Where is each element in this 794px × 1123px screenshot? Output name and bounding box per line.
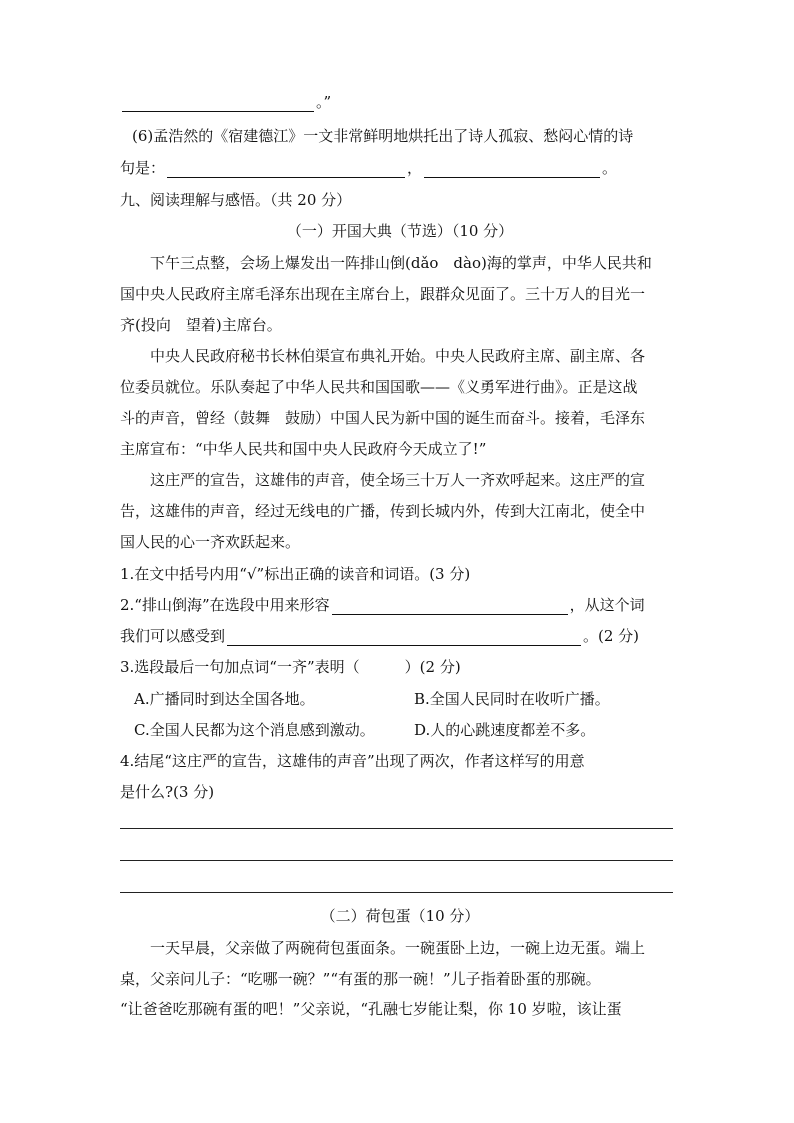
option-c[interactable]: C.全国人民都为这个消息感到激动。	[134, 721, 375, 739]
q6-sep: ，	[407, 159, 423, 177]
answer-blank-1[interactable]	[167, 161, 405, 178]
answer-blank-2[interactable]	[424, 161, 600, 178]
answer-rule-3[interactable]	[120, 892, 673, 893]
passage-1-para-1-line-1: 下午三点整，会场上爆发出一阵排山倒(dǎo dào)海的掌声，中华人民共和	[150, 254, 652, 272]
passage-2-line-1: 一天早晨，父亲做了两碗荷包蛋面条。一碗蛋卧上边，一碗上边无蛋。端上	[150, 939, 646, 957]
question-6-line1: (6)孟浩然的《宿建德江》一文非常鲜明地烘托出了诗人孤寂、愁闷心情的诗	[132, 127, 634, 145]
answer-line-tail	[120, 92, 680, 112]
answer-rule-2[interactable]	[120, 860, 673, 861]
question-4-line1: 4.结尾“这庄严的宣告，这雄伟的声音”出现了两次，作者这样写的用意	[120, 752, 585, 770]
q2-text-a: 2.“排山倒海”在选段中用来形容	[120, 596, 330, 614]
line-tail-text: 。”	[316, 93, 332, 111]
passage-1-para-1-line-2: 国中央人民政府主席毛泽东出现在主席台上，跟群众见面了。三十万人的目光一	[120, 285, 646, 303]
q2-text-c: 我们可以感受到	[120, 627, 226, 645]
passage-1-para-3-line-1: 这庄严的宣告，这雄伟的声音，使全场三十万人一齐欢呼起来。这庄严的宣	[150, 471, 646, 489]
answer-rule-1[interactable]	[120, 828, 673, 829]
question-2-line2	[120, 626, 680, 646]
passage-1-para-1-line-3: 齐(投向 望着)主席台。	[120, 316, 282, 334]
passage-1-para-3-line-3: 国人民的心一齐欢跃起来。	[120, 533, 301, 551]
passage-2-line-2: 桌，父亲问儿子：“吃哪一碗？”“有蛋的那一碗！”儿子指着卧蛋的那碗。	[120, 970, 601, 988]
passage-1-para-3-line-2: 告，这雄伟的声音，经过无线电的广播，传到长城内外，传到大江南北，使全中	[120, 502, 646, 520]
option-b[interactable]: B.全国人民同时在收听广播。	[414, 690, 610, 708]
q2-text-d: 。(2 分)	[583, 627, 640, 645]
question-1: 1.在文中括号内用“√”标出正确的读音和词语。(3 分)	[120, 565, 471, 583]
passage-1-para-2-line-1: 中央人民政府秘书长林伯渠宣布典礼开始。中央人民政府主席、副主席、各	[150, 347, 646, 365]
question-4-line2: 是什么?(3 分)	[120, 783, 215, 801]
answer-blank-q2b[interactable]	[227, 629, 581, 646]
question-6-line2	[120, 158, 680, 178]
question-3: 3.选段最后一句加点词“一齐”表明（ ）(2 分)	[120, 658, 461, 676]
answer-blank[interactable]	[122, 95, 314, 112]
answer-blank-q2a[interactable]	[332, 598, 568, 615]
passage-1-para-2-line-2: 位委员就位。乐队奏起了中华人民共和国国歌——《义勇军进行曲》。正是这战	[120, 378, 638, 396]
passage-1-para-2-line-4: 主席宣布：“中华人民共和国中央人民政府今天成立了!”	[120, 440, 487, 458]
q6-prefix: 句是：	[120, 159, 166, 177]
passage-1-para-2-line-3: 斗的声音，曾经（鼓舞 鼓励）中国人民为新中国的诞生而奋斗。接着，毛泽东	[120, 409, 646, 427]
passage-2-line-3: “让爸爸吃那碗有蛋的吧！”父亲说，“孔融七岁能让梨，你 10 岁啦，该让蛋	[120, 1000, 622, 1018]
option-a[interactable]: A.广播同时到达全国各地。	[134, 690, 315, 708]
question-2-line1	[120, 595, 680, 615]
section-9-heading: 九、阅读理解与感悟。（共 20 分）	[120, 191, 352, 209]
option-d[interactable]: D.人的心跳速度都差不多。	[414, 721, 596, 739]
q6-end: 。	[602, 159, 618, 177]
passage-2-title: （二）荷包蛋（10 分）	[320, 907, 480, 925]
q2-text-b: ，从这个词	[569, 596, 645, 614]
passage-1-title: （一）开国大典（节选）（10 分）	[286, 222, 514, 240]
